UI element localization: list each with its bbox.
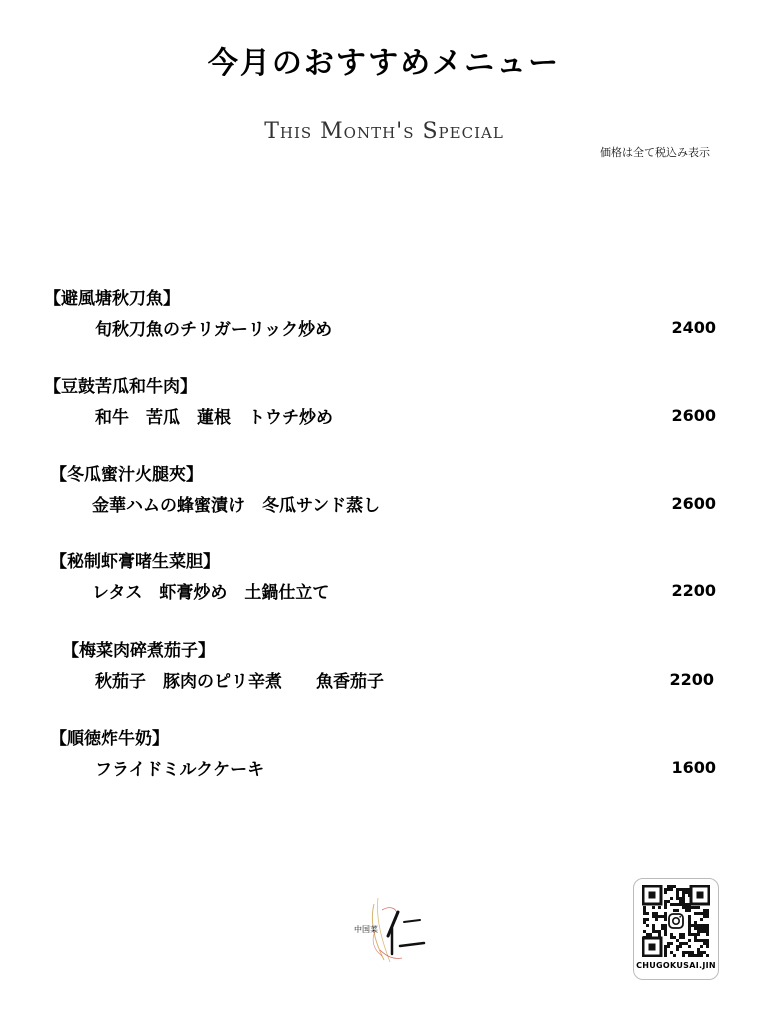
qr-module bbox=[664, 906, 667, 909]
qr-module bbox=[700, 951, 703, 954]
menu-item-price: 2400 bbox=[671, 318, 716, 337]
menu-item-name: 【順徳炸牛奶】 bbox=[50, 729, 169, 749]
qr-module bbox=[697, 954, 700, 957]
qr-module bbox=[685, 942, 688, 945]
qr-module bbox=[691, 933, 694, 936]
qr-module bbox=[685, 903, 688, 906]
qr-module bbox=[703, 909, 706, 912]
qr-module bbox=[670, 885, 673, 888]
qr-module bbox=[679, 942, 682, 945]
qr-module bbox=[658, 933, 661, 936]
qr-module bbox=[670, 942, 673, 945]
qr-module bbox=[664, 912, 667, 915]
menu-item-description: 和牛 苦瓜 蓮根 トウチ炒め bbox=[95, 408, 333, 428]
qr-module bbox=[700, 954, 703, 957]
qr-module bbox=[682, 894, 685, 897]
qr-module bbox=[652, 927, 655, 930]
qr-module bbox=[667, 942, 670, 945]
qr-module bbox=[676, 903, 679, 906]
qr-module bbox=[667, 885, 670, 888]
qr-module bbox=[670, 951, 673, 954]
qr-module bbox=[664, 915, 667, 918]
qr-module bbox=[682, 897, 685, 900]
qr-module bbox=[664, 948, 667, 951]
qr-module bbox=[670, 897, 673, 900]
qr-module bbox=[688, 924, 691, 927]
qr-module bbox=[679, 945, 682, 948]
qr-module bbox=[646, 933, 649, 936]
qr-module bbox=[682, 954, 685, 957]
qr-module bbox=[694, 927, 697, 930]
qr-module bbox=[652, 915, 655, 918]
qr-module bbox=[694, 936, 697, 939]
qr-module bbox=[664, 951, 667, 954]
qr-module bbox=[652, 930, 655, 933]
qr-module bbox=[706, 939, 709, 942]
qr-module bbox=[706, 912, 709, 915]
qr-module bbox=[697, 930, 700, 933]
qr-module bbox=[703, 927, 706, 930]
qr-module bbox=[694, 939, 697, 942]
qr-module bbox=[661, 915, 664, 918]
qr-module bbox=[703, 942, 706, 945]
menu-item-name: 【避風塘秋刀魚】 bbox=[44, 289, 180, 309]
qr-module bbox=[682, 951, 685, 954]
svg-text:中国菜: 中国菜 bbox=[354, 925, 378, 934]
qr-module bbox=[694, 954, 697, 957]
qr-module bbox=[664, 900, 667, 903]
qr-module bbox=[682, 936, 685, 939]
qr-module bbox=[682, 942, 685, 945]
qr-module bbox=[667, 888, 670, 891]
qr-module bbox=[667, 945, 670, 948]
qr-module bbox=[703, 924, 706, 927]
qr-module bbox=[697, 951, 700, 954]
qr-module bbox=[685, 951, 688, 954]
qr-module bbox=[706, 930, 709, 933]
qr-module bbox=[679, 936, 682, 939]
qr-module bbox=[652, 912, 655, 915]
menu-item bbox=[0, 547, 768, 617]
qr-module bbox=[673, 936, 676, 939]
menu-item bbox=[0, 636, 768, 706]
tax-note: 価格は全て税込み表示 bbox=[600, 146, 710, 159]
qr-module bbox=[643, 930, 646, 933]
qr-module bbox=[655, 915, 658, 918]
qr-module bbox=[700, 939, 703, 942]
qr-module bbox=[655, 930, 658, 933]
qr-module bbox=[682, 900, 685, 903]
qr-module bbox=[688, 933, 691, 936]
qr-module bbox=[652, 906, 655, 909]
qr-module bbox=[676, 897, 679, 900]
qr-module bbox=[676, 939, 679, 942]
qr-module bbox=[700, 930, 703, 933]
qr-module bbox=[643, 906, 646, 909]
qr-module bbox=[706, 933, 709, 936]
menu-item-name: 【秘制虾膏啫生菜胆】 bbox=[50, 552, 220, 572]
qr-module bbox=[658, 915, 661, 918]
qr-module bbox=[664, 903, 667, 906]
qr-module bbox=[700, 945, 703, 948]
menu-item bbox=[0, 372, 768, 442]
qr-module bbox=[700, 927, 703, 930]
qr-module bbox=[688, 945, 691, 948]
qr-module bbox=[706, 927, 709, 930]
qr-module bbox=[682, 933, 685, 936]
qr-module bbox=[697, 933, 700, 936]
qr-module bbox=[673, 885, 676, 888]
qr-module bbox=[658, 930, 661, 933]
qr-module bbox=[688, 906, 691, 909]
qr-module bbox=[643, 912, 646, 915]
qr-module bbox=[655, 918, 658, 921]
qr-module bbox=[676, 894, 679, 897]
qr-module bbox=[661, 927, 664, 930]
qr-module bbox=[682, 903, 685, 906]
qr-module bbox=[676, 891, 679, 894]
qr-module bbox=[685, 909, 688, 912]
menu-item-description: レタス 虾膏炒め 土鍋仕立て bbox=[92, 583, 330, 603]
menu-item-name: 【豆鼓苦瓜和牛肉】 bbox=[44, 377, 197, 397]
qr-module bbox=[679, 888, 682, 891]
qr-module bbox=[664, 930, 667, 933]
qr-module bbox=[685, 891, 688, 894]
qr-label: CHUGOKUSAI.JIN bbox=[636, 961, 716, 970]
qr-module bbox=[652, 924, 655, 927]
qr-module bbox=[706, 945, 709, 948]
menu-item-description: フライドミルクケーキ bbox=[95, 760, 265, 780]
qr-module bbox=[688, 930, 691, 933]
qr-module bbox=[664, 924, 667, 927]
menu-item-price: 1600 bbox=[671, 758, 716, 777]
qr-module bbox=[688, 951, 691, 954]
qr-module bbox=[664, 891, 667, 894]
qr-module bbox=[697, 948, 700, 951]
qr-module bbox=[694, 933, 697, 936]
qr-module bbox=[673, 954, 676, 957]
qr-module bbox=[688, 921, 691, 924]
qr-module bbox=[643, 909, 646, 912]
qr-module bbox=[688, 927, 691, 930]
qr-module bbox=[688, 954, 691, 957]
logo-mark-icon bbox=[340, 890, 440, 970]
qr-module bbox=[664, 888, 667, 891]
qr-module bbox=[664, 954, 667, 957]
qr-module bbox=[691, 924, 694, 927]
qr-module bbox=[664, 933, 667, 936]
qr-module bbox=[694, 921, 697, 924]
menu-item-description: 旬秋刀魚のチリガーリック炒め bbox=[95, 320, 333, 340]
qr-code-card[interactable] bbox=[633, 878, 719, 980]
qr-module bbox=[646, 924, 649, 927]
qr-module bbox=[679, 903, 682, 906]
qr-module bbox=[691, 906, 694, 909]
qr-module bbox=[682, 891, 685, 894]
qr-module bbox=[694, 924, 697, 927]
qr-module bbox=[700, 918, 703, 921]
qr-module bbox=[643, 918, 646, 921]
qr-module bbox=[688, 915, 691, 918]
menu-item-name: 【梅菜肉碎煮茄子】 bbox=[62, 641, 215, 661]
qr-module bbox=[688, 909, 691, 912]
qr-module bbox=[673, 903, 676, 906]
qr-module bbox=[664, 927, 667, 930]
menu-item bbox=[0, 284, 768, 354]
qr-module bbox=[685, 906, 688, 909]
menu-item bbox=[0, 460, 768, 530]
qr-module bbox=[706, 942, 709, 945]
qr-module bbox=[703, 951, 706, 954]
qr-module bbox=[661, 924, 664, 927]
qr-module bbox=[676, 948, 679, 951]
qr-module bbox=[703, 939, 706, 942]
qr-module bbox=[703, 915, 706, 918]
qr-module bbox=[697, 912, 700, 915]
qr-module bbox=[676, 888, 679, 891]
qr-module bbox=[688, 939, 691, 942]
qr-module bbox=[706, 909, 709, 912]
menu-item-price: 2200 bbox=[669, 670, 714, 689]
qr-module bbox=[697, 906, 700, 909]
qr-module bbox=[694, 912, 697, 915]
qr-module bbox=[688, 918, 691, 921]
qr-module bbox=[670, 903, 673, 906]
qr-module bbox=[703, 912, 706, 915]
qr-module bbox=[706, 924, 709, 927]
qr-module bbox=[679, 933, 682, 936]
qr-code[interactable] bbox=[642, 885, 710, 957]
qr-module bbox=[703, 930, 706, 933]
qr-module bbox=[697, 939, 700, 942]
qr-module bbox=[676, 945, 679, 948]
qr-module bbox=[658, 906, 661, 909]
qr-module bbox=[667, 900, 670, 903]
page-title: 今月のおすすめメニュー bbox=[207, 46, 561, 81]
restaurant-logo bbox=[340, 890, 440, 970]
menu-item-price: 2600 bbox=[671, 494, 716, 513]
qr-module bbox=[664, 945, 667, 948]
qr-module bbox=[649, 933, 652, 936]
qr-module bbox=[679, 900, 682, 903]
qr-module bbox=[646, 918, 649, 921]
qr-module bbox=[646, 912, 649, 915]
qr-module bbox=[694, 906, 697, 909]
menu-item bbox=[0, 724, 768, 794]
qr-module bbox=[691, 954, 694, 957]
qr-module bbox=[706, 954, 709, 957]
qr-module bbox=[682, 906, 685, 909]
qr-module bbox=[670, 936, 673, 939]
qr-module bbox=[673, 909, 676, 912]
qr-module bbox=[670, 888, 673, 891]
qr-module bbox=[643, 921, 646, 924]
page-subtitle: This Month's Special bbox=[264, 119, 504, 144]
qr-module bbox=[700, 924, 703, 927]
menu-item-price: 2600 bbox=[671, 406, 716, 425]
qr-module bbox=[691, 951, 694, 954]
qr-module bbox=[670, 933, 673, 936]
menu-item-description: 金華ハムの蜂蜜漬け 冬瓜サンド蒸し bbox=[92, 496, 381, 516]
qr-module bbox=[706, 915, 709, 918]
qr-module bbox=[682, 888, 685, 891]
qr-module bbox=[685, 888, 688, 891]
menu-item-name: 【冬瓜蜜汁火腿夾】 bbox=[50, 465, 203, 485]
qr-module bbox=[664, 918, 667, 921]
menu-item-description: 秋茄子 豚肉のピリ辛煮 魚香茄子 bbox=[95, 672, 384, 692]
qr-module bbox=[655, 912, 658, 915]
qr-module bbox=[700, 912, 703, 915]
qr-module bbox=[676, 909, 679, 912]
qr-module bbox=[679, 897, 682, 900]
menu-item-price: 2200 bbox=[671, 581, 716, 600]
qr-module bbox=[697, 924, 700, 927]
qr-module bbox=[697, 927, 700, 930]
